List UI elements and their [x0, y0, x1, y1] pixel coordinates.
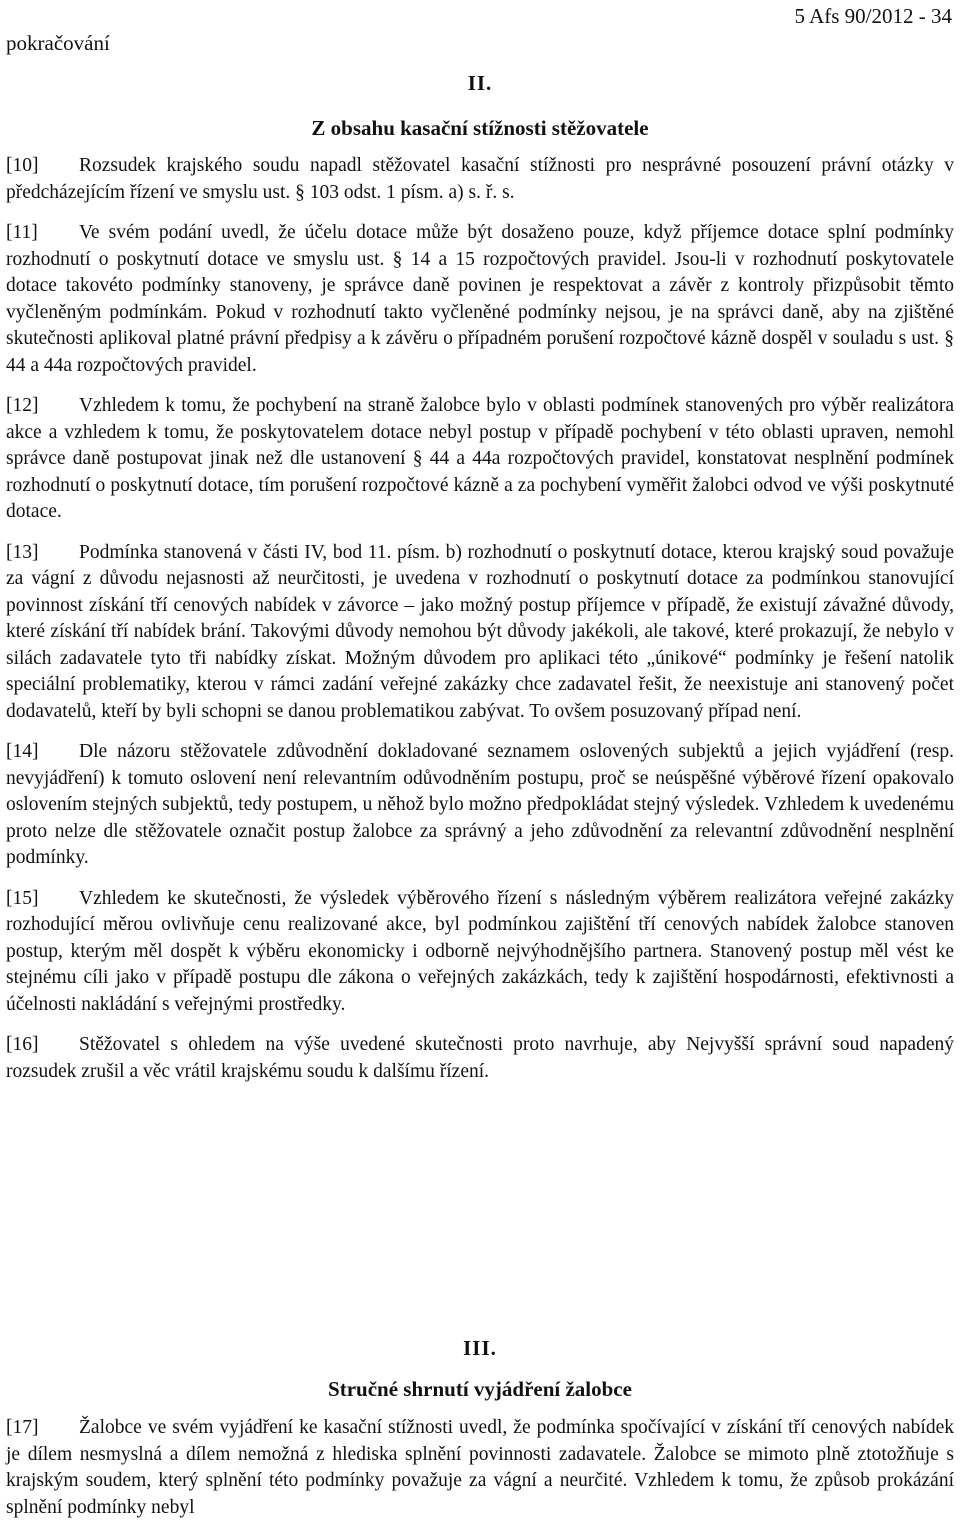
paragraph — [6, 886, 954, 1019]
section-number-iii: III. — [463, 1336, 497, 1360]
paragraph-number: [16] — [6, 1034, 39, 1055]
paragraph — [6, 1032, 954, 1085]
section-number-ii: II. — [467, 71, 493, 95]
paragraph — [6, 540, 954, 726]
case-number: 5 Afs 90/2012 - 34 — [794, 4, 952, 28]
paragraph — [6, 220, 954, 379]
paragraph — [6, 153, 954, 206]
paragraph-text: Ve svém podání uvedl, že účelu dotace může být dosaženo pouze, když příjemce dotace splní podmínky rozhodnutí o poskytnutí dotace ve smyslu ust. § 14 a 15 rozpočtových pravidel. Jsou-li v rozhodnutí poskytovatele dotace takovéto podmínky stanoveny, je správce daně povinen je respektovat a závěr z kontroly přizpůsobit těmto vyčleněným podmínkám. Pokud v rozhodnutí takto vyčleněné podmínky nejsou, je na správci daně, aby na zjištěné skutečnosti aplikoval platné právní předpisy a k závěru o případném porušení rozpočtové kázně dospěl v souladu s ust. § 44 a 44a rozpočtových pravidel. — [6, 222, 954, 376]
paragraph — [6, 1415, 954, 1521]
section-title-ii: Z obsahu kasační stížnosti stěžovatele — [311, 116, 649, 140]
paragraph-text: Vzhledem k tomu, že pochybení na straně žalobce bylo v oblasti podmínek stanovených pro výběr realizátora akce a vzhledem k tomu, že poskytovatelem dotace nebyl postup v případě pochybení v této oblasti upraven, nemohl správce daně postupovat jinak než dle ustanovení § 44 a 44a rozpočtových pravidel, konstatovat nesplnění podmínek rozhodnutí o poskytnutí dotace, tím porušení rozpočtové kázně a za pochybení vyměřit žalobci odvod ve výši poskytnuté dotace. — [6, 395, 954, 522]
paragraph-text: Rozsudek krajského soudu napadl stěžovatel kasační stížnosti pro nesprávné posouzení právní otázky v předcházejícím řízení ve smyslu ust. § 103 odst. 1 písm. a) s. ř. s. — [6, 155, 954, 203]
paragraph-number: [13] — [6, 541, 39, 563]
paragraph-number: [11] — [6, 222, 38, 243]
paragraphs-block-a — [6, 153, 954, 1099]
paragraph-text: Vzhledem ke skutečnosti, že výsledek výběrového řízení s následným výběrem realizátora veřejné zakázky rozhodující měrou ovlivňuje cenu realizované akce, byl podmínkou zajištění tří cenových nabídek žalobce stanoven postup, kterým měl dospět k výběru ekonomicky i odborně nejvýhodnějšího partnera. Stanovený postup měl vést ke stejnému cíli jako v případě postupu dle zákona o veřejných zakázkách, tedy k zajištění hospodárnosti, efektivnosti a účelnosti nakládání s veřejnými prostředky. — [6, 887, 954, 1015]
paragraph-text: Podmínka stanovená v části IV, bod 11. písm. b) rozhodnutí o poskytnutí dotace, kterou krajský soud považuje za vágní z důvodu nejasnosti až neurčitosti, je uvedena v rozhodnutí o poskytnutí dotace za podmínkou stanovující povinnost získání tří cenových nabídek v závorce – jako možný postup příjemce v případě, že existují závažné důvody, které získání tří nabídek brání. Takovými důvody nemohou být důvody jakékoli, ale takové, které prokazují, že nebylo v silách zadavatele tyto tři nabídky získat. Možným důvodem pro aplikaci této „únikové“ podmínky je řešení natolik speciální problematiky, kterou v rámci zadání veřejné zakázky chce zadavatel řešit, že neexistuje ani stanovený počet dodavatelů, kteří by byli schopni se danou problematikou zabývat. To ovšem posuzovaný případ není. — [6, 541, 954, 722]
paragraph-number: [14] — [6, 741, 39, 762]
paragraph-text: Dle názoru stěžovatele zdůvodnění dokladované seznamem oslovených subjektů a jejich vyjádření (resp. nevyjádření) k tomuto oslovení není relevantním odůvodněním postupu, proč se neúspěšné výběrové řízení opakovalo oslovením stejných subjektů, tedy postupem, u něhož bylo možno předpokládat stejný výsledek. Vzhledem k uvedenému proto nelze dle stěžovatele označit postup žalobce za správný a jeho zdůvodnění za relevantní zdůvodnění nesplnění podmínky. — [6, 741, 954, 868]
header-continuation: pokračování — [6, 31, 110, 55]
paragraph-number: [12] — [6, 395, 39, 416]
paragraph-number: [15] — [6, 887, 39, 909]
paragraph-text: Stěžovatel s ohledem na výše uvedené skutečnosti proto navrhuje, aby Nejvyšší správní soud napadený rozsudek zrušil a věc vrátil krajskému soudu k dalšímu řízení. — [6, 1034, 954, 1082]
paragraph-text: Žalobce ve svém vyjádření ke kasační stížnosti uvedl, že podmínka spočívající v získání tří cenových nabídek je dílem nesmyslná a dílem nemožná z hlediska splnění povinnosti zadavatele. Žalobce se mimoto plně ztotožňuje s krajským soudem, který splnění této podmínky považuje za vágní a neurčité. Vzhledem k tomu, že způsob prokázání splnění podmínky nebyl — [6, 1417, 954, 1518]
paragraphs-block-b — [6, 1415, 954, 1535]
section-title-iii: Stručné shrnutí vyjádření žalobce — [328, 1377, 632, 1401]
paragraph — [6, 393, 954, 526]
paragraph-number: [17] — [6, 1417, 39, 1438]
paragraph — [6, 739, 954, 872]
paragraph-number: [10] — [6, 155, 39, 176]
